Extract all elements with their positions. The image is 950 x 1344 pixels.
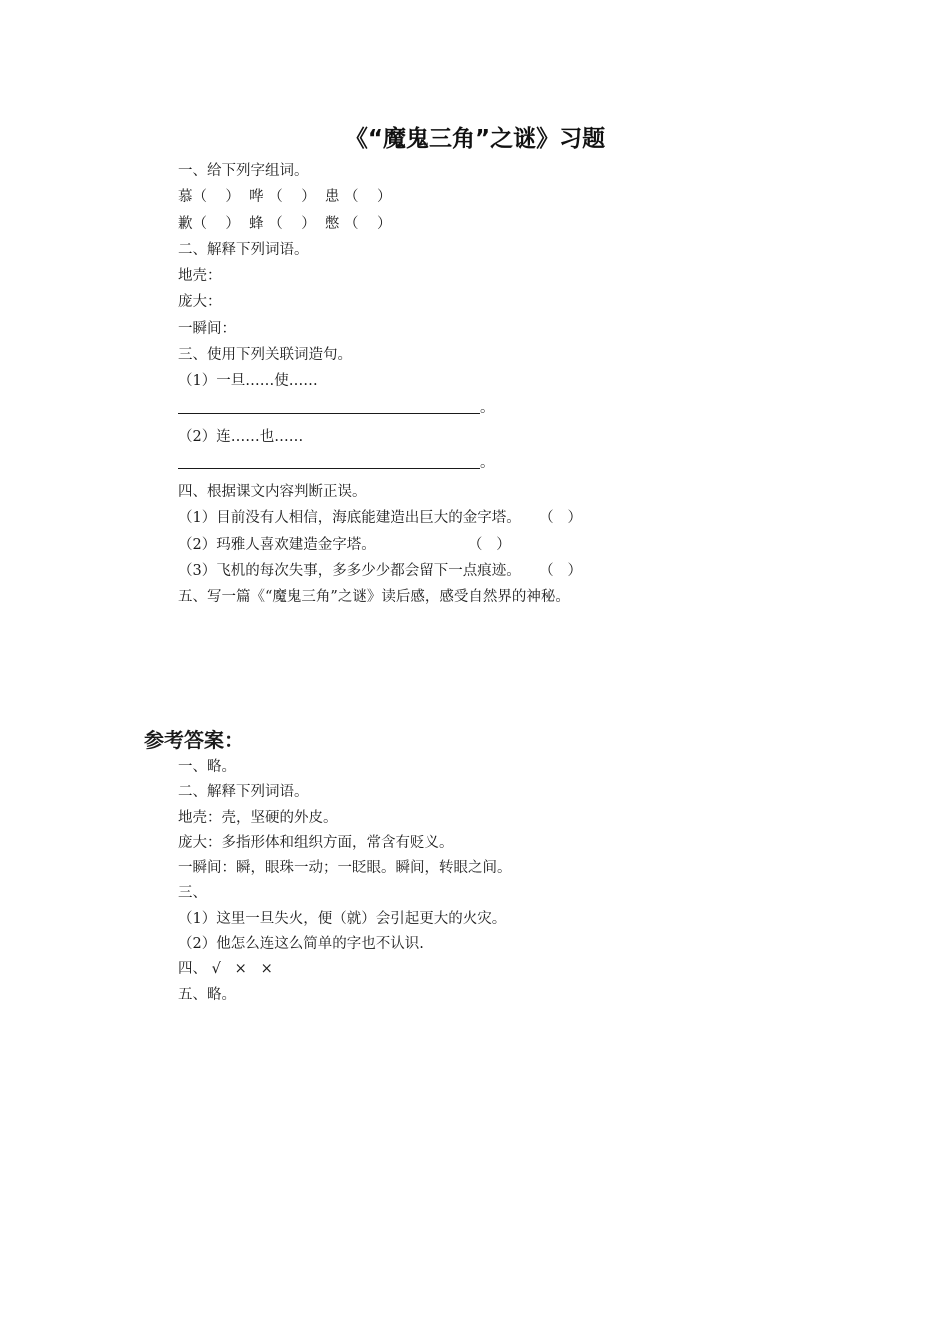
question-4-title: 四、根据课文内容判断正误。: [178, 483, 367, 500]
answer-blank-2: [178, 450, 878, 479]
answer-5: 五、略。: [178, 986, 236, 1003]
answers-section: [178, 755, 878, 1008]
question-1-row-2: 歉（ ） 蜂 （ ） 憋 （ ）: [178, 215, 392, 232]
question-4-item-3: （3）飞机的每次失事，多多少少都会留下一点痕迹。 （ ）: [178, 562, 582, 579]
blank-period: 。: [480, 399, 495, 416]
answer-2-title: 二、解释下列词语。: [178, 784, 309, 801]
question-2-item-3: 一瞬间：: [178, 320, 236, 337]
question-3-title: 三、使用下列关联词造句。: [178, 347, 352, 364]
answers-heading: 参考答案：: [144, 728, 244, 752]
answer-3-title: 三、: [178, 885, 207, 902]
question-3-item-1: （1）一旦……使……: [178, 373, 318, 390]
answer-4: 四、 √ × ×: [178, 961, 273, 978]
question-5-title: 五、写一篇《“魔鬼三角”之谜》读后感，感受自然界的神秘。: [178, 589, 570, 606]
answer-2-item-1: 地壳：壳，坚硬的外皮。: [178, 809, 338, 826]
question-2-item-2: 庞大：: [178, 294, 222, 311]
question-2-item-1: 地壳：: [178, 268, 222, 285]
question-4-item-1: （1）目前没有人相信，海底能建造出巨大的金字塔。 （ ）: [178, 510, 582, 527]
question-2-title: 二、解释下列词语。: [178, 241, 309, 258]
answer-2-item-3: 一瞬间：瞬，眼珠一动；一眨眼。瞬间，转眼之间。: [178, 860, 512, 877]
answer-underline: [178, 468, 480, 469]
answer-1: 一、略。: [178, 759, 236, 775]
question-1-row-1: 慕（ ） 哗 （ ） 患 （ ）: [178, 189, 392, 206]
answer-3-item-2: （2）他怎么连这么简单的字也不认识.: [178, 936, 424, 953]
question-4-item-2: （2）玛雅人喜欢建造金字塔。 （ ）: [178, 536, 511, 553]
question-1-title: 一、给下列字组词。: [178, 163, 309, 179]
question-3-item-2: （2）连……也……: [178, 428, 304, 445]
answer-2-item-2: 庞大：多指形体和组织方面，常含有贬义。: [178, 834, 454, 851]
answer-underline: [178, 413, 480, 414]
answer-3-item-1: （1）这里一旦失火，便（就）会引起更大的火灾。: [178, 910, 507, 927]
exercise-section: [178, 158, 878, 610]
document-title: 《“魔鬼三角”之谜》习题: [344, 126, 606, 152]
blank-period: 。: [480, 454, 495, 471]
answer-blank-1: [178, 395, 878, 424]
